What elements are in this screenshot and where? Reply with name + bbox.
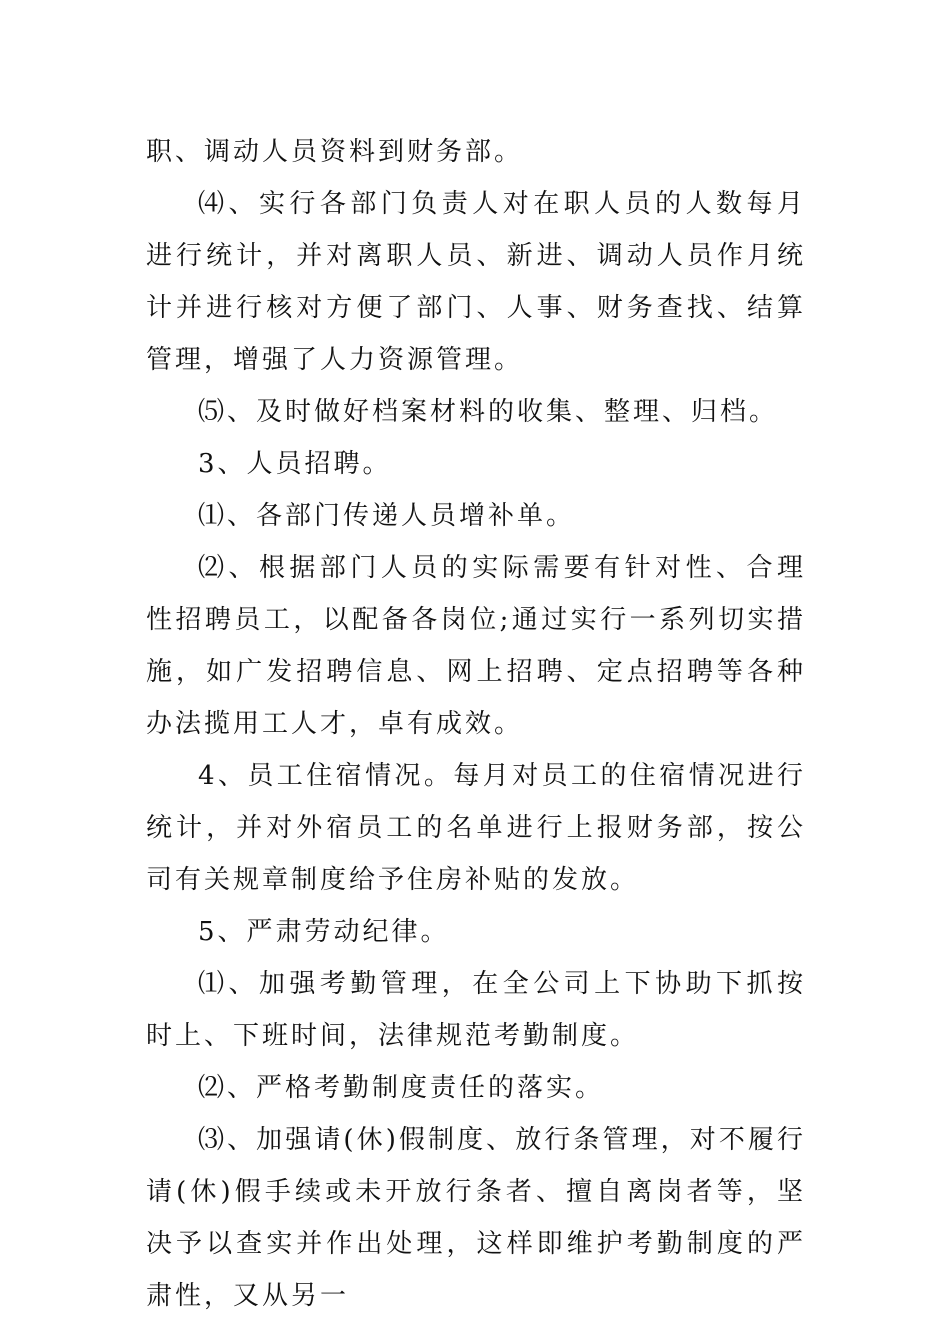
paragraph-discipline-3: ⑶、加强请(休)假制度、放行条管理，对不履行请(休)假手续或未开放行条者、擅自离岗者等，坚决予以查实并作出处理，这样即维护考勤制度的严肃性，又从另一	[146, 1125, 806, 1311]
document-body	[146, 126, 806, 1322]
paragraph-item-4: ⑷、实行各部门负责人对在职人员的人数每月进行统计，并对离职人员、新进、调动人员作月统计并进行核对方便了部门、人事、财务查找、结算管理，增强了人力资源管理。	[146, 189, 806, 375]
section-heading-recruitment: 3、人员招聘。	[198, 449, 392, 479]
paragraph-recruit-1: ⑴、各部门传递人员增补单。	[198, 501, 576, 531]
section-heading-housing: 4、员工住宿情况。每月对员工的住宿情况进行统计，并对外宿员工的名单进行上报财务部，按公司有关规章制度给予住房补贴的发放。	[146, 761, 806, 895]
paragraph-recruit-2: ⑵、根据部门人员的实际需要有针对性、合理性招聘员工，以配备各岗位;通过实行一系列切实措施，如广发招聘信息、网上招聘、定点招聘等各种办法揽用工人才，卓有成效。	[146, 553, 806, 739]
paragraph-item-5: ⑸、及时做好档案材料的收集、整理、归档。	[198, 397, 779, 427]
paragraph-discipline-2: ⑵、严格考勤制度责任的落实。	[198, 1073, 605, 1103]
section-heading-discipline: 5、严肃劳动纪律。	[198, 917, 450, 947]
paragraph-discipline-1: ⑴、加强考勤管理，在全公司上下协助下抓按时上、下班时间，法律规范考勤制度。	[146, 969, 806, 1051]
paragraph-continuation: 职、调动人员资料到财务部。	[146, 137, 524, 167]
